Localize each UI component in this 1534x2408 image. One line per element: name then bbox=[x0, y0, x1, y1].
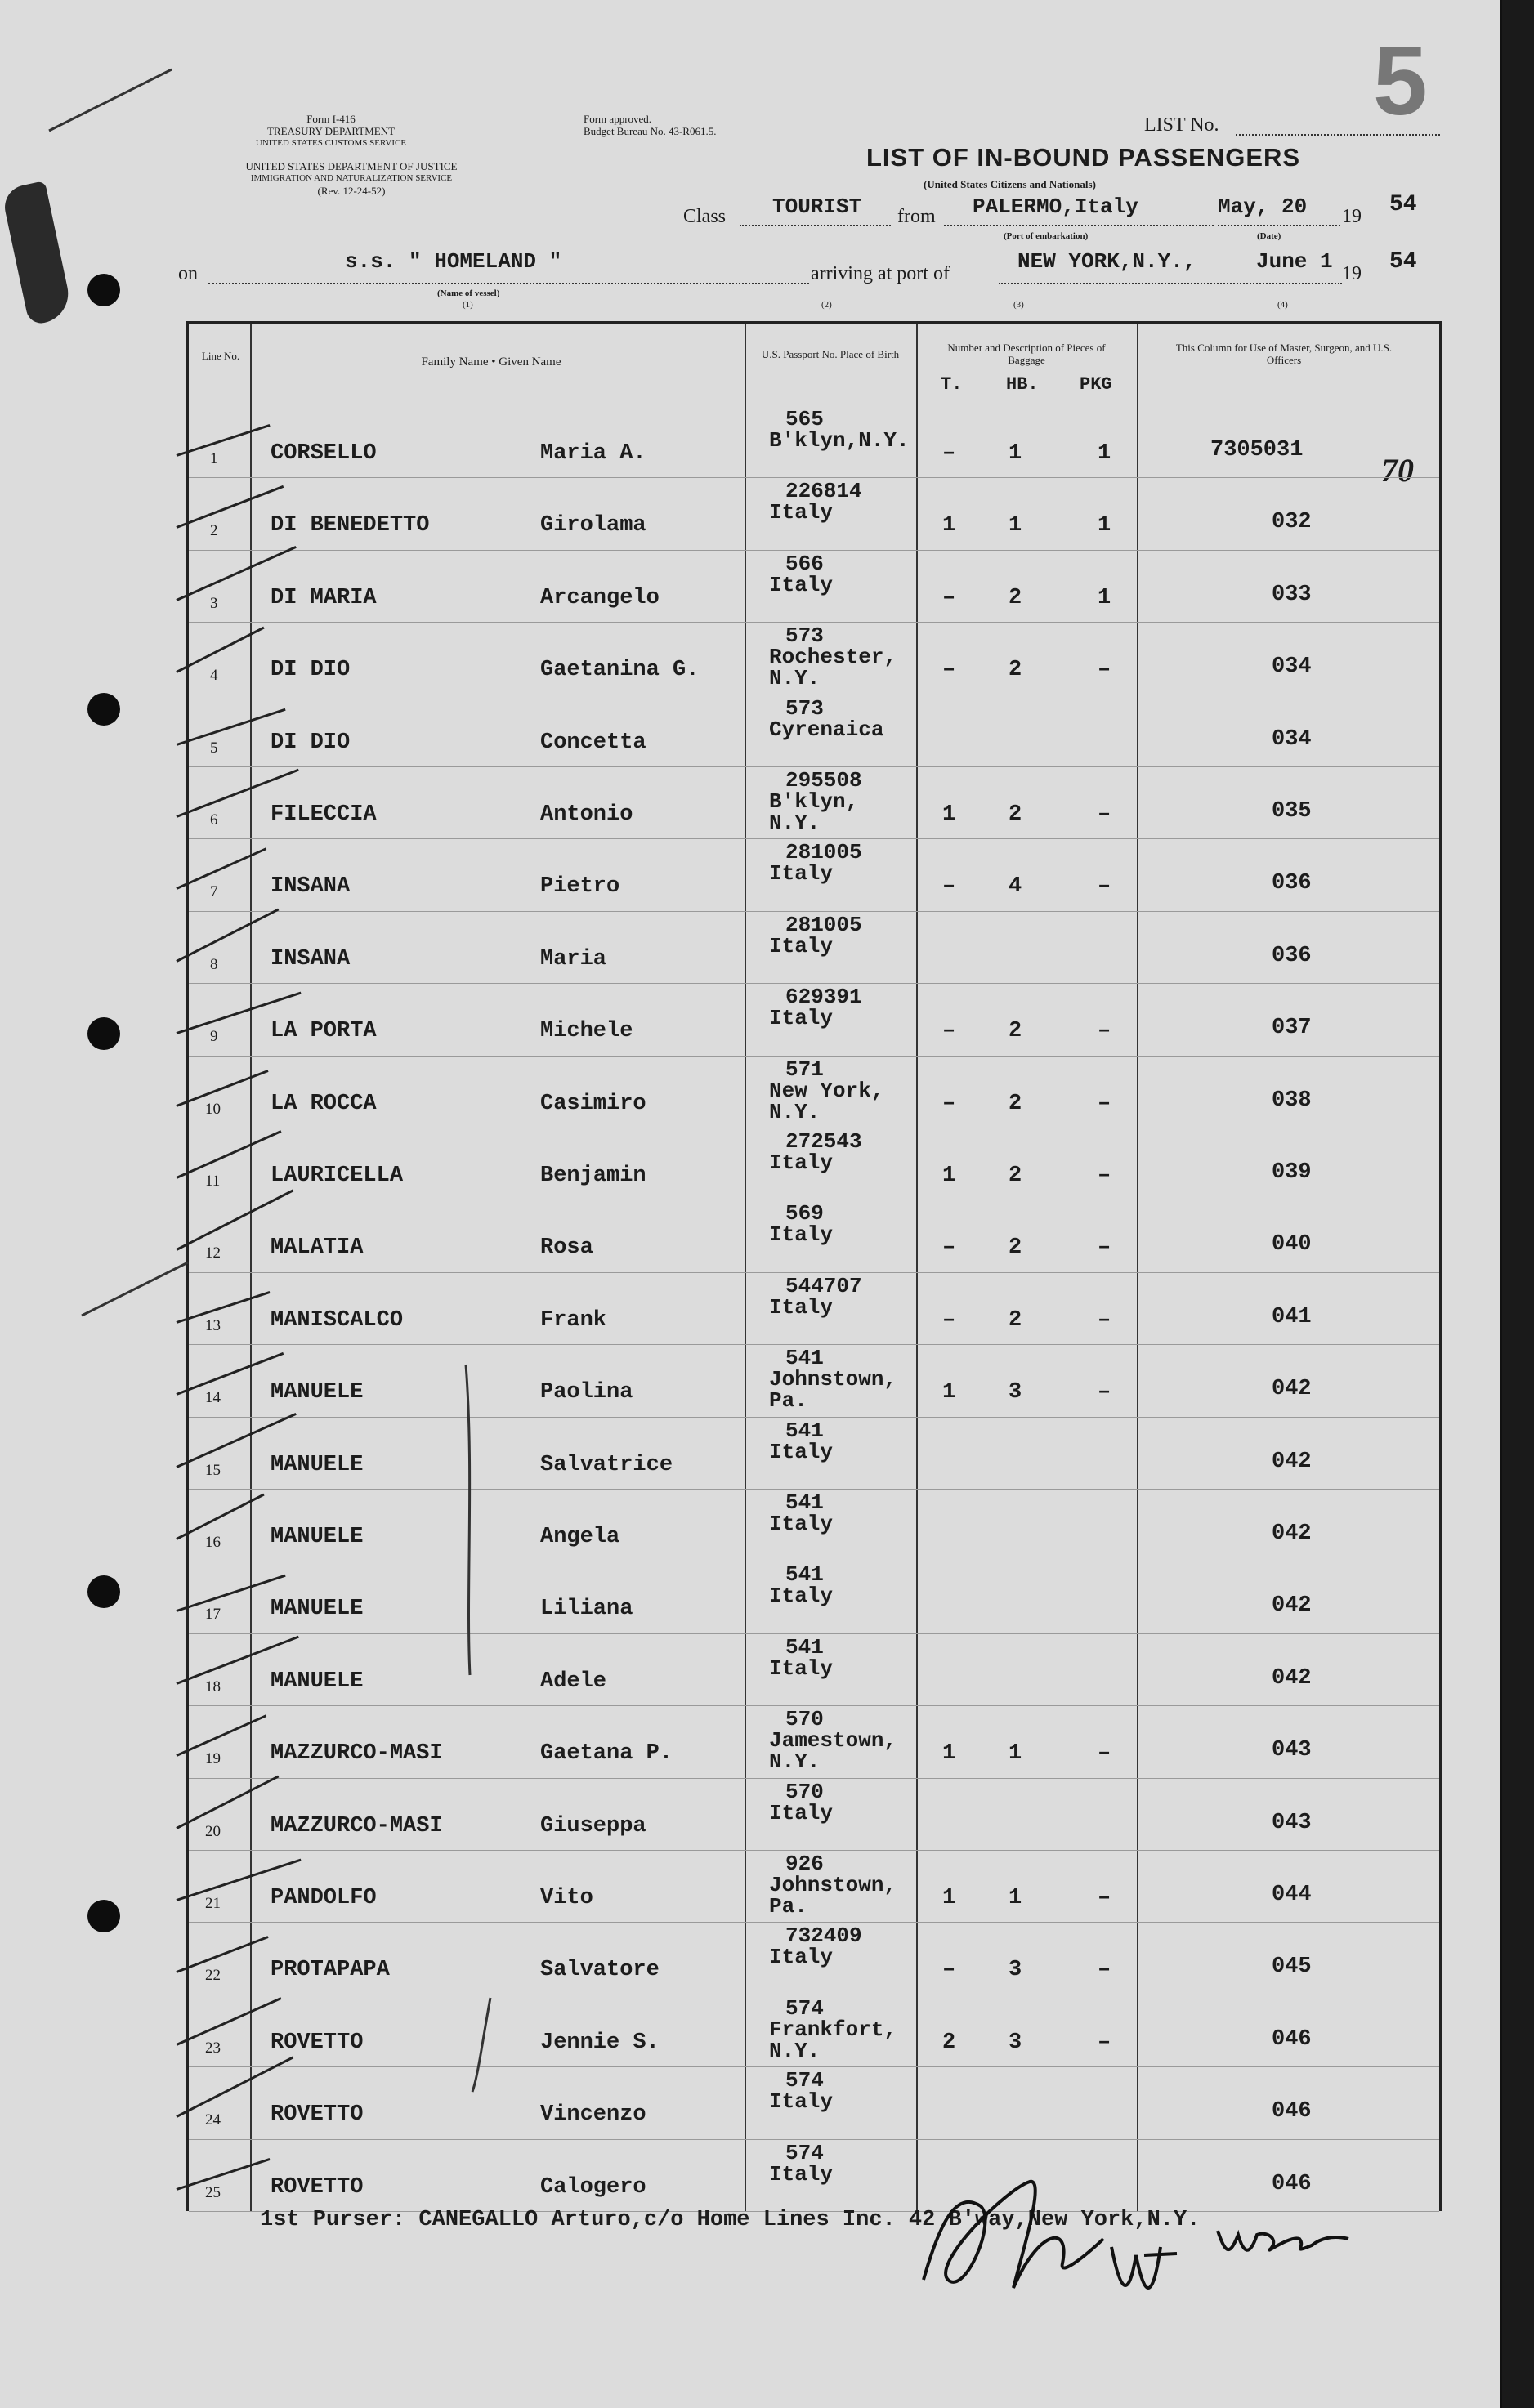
baggage-pkg: – bbox=[1098, 2030, 1111, 2055]
given-name: Calogero bbox=[540, 2174, 646, 2200]
passport-number: 281005 bbox=[785, 840, 862, 865]
place-of-birth: Italy bbox=[769, 572, 834, 597]
caption-3: (3) bbox=[1013, 300, 1024, 310]
line-number: 6 bbox=[210, 811, 218, 829]
officer-code: 043 bbox=[1272, 1738, 1312, 1763]
officer-code: 039 bbox=[1272, 1160, 1312, 1185]
baggage-t: – bbox=[942, 1235, 956, 1261]
page-subtitle: (United States Citizens and Nationals) bbox=[924, 178, 1096, 190]
family-name: LAURICELLA bbox=[271, 1164, 404, 1188]
place-of-birth: Italy bbox=[769, 500, 834, 525]
baggage-hb: 2 bbox=[1009, 1235, 1022, 1261]
officer-code: 042 bbox=[1272, 1521, 1312, 1546]
baggage-pkg: – bbox=[1098, 1886, 1111, 1910]
place-of-birth: Italy bbox=[769, 861, 834, 887]
place-of-birth: Italy bbox=[769, 2089, 834, 2115]
given-name: Benjamin bbox=[540, 1164, 646, 1188]
line-number: 19 bbox=[205, 1750, 221, 1768]
baggage-pkg: – bbox=[1098, 1091, 1111, 1116]
passport-number: 926 bbox=[785, 1852, 824, 1876]
place-of-birth: Italy bbox=[769, 1584, 834, 1609]
officer-code: 040 bbox=[1272, 1232, 1312, 1258]
family-name: MAZZURCO-MASI bbox=[271, 1813, 443, 1838]
line-number: 9 bbox=[210, 1028, 218, 1046]
place-of-birth: Italy bbox=[769, 1945, 834, 1970]
line-number: 18 bbox=[205, 1678, 221, 1695]
caption-4: (4) bbox=[1277, 300, 1288, 310]
baggage-pkg: 1 bbox=[1098, 585, 1111, 610]
form-number: Form I-416 bbox=[306, 113, 356, 125]
baggage-pkg: – bbox=[1098, 1741, 1111, 1767]
given-name: Antonio bbox=[540, 802, 633, 827]
place-of-birth: Johnstown, Pa. bbox=[769, 1367, 897, 1414]
baggage-t: 1 bbox=[942, 1886, 956, 1910]
line-number: 22 bbox=[205, 1967, 221, 1985]
line-number: 17 bbox=[205, 1606, 221, 1624]
given-name: Liliana bbox=[540, 1597, 633, 1622]
officer-code: 042 bbox=[1272, 1593, 1312, 1619]
col-header-bag-t: T. bbox=[941, 374, 963, 395]
officer-code: 033 bbox=[1272, 582, 1312, 607]
revision: (Rev. 12-24-52) bbox=[317, 185, 386, 197]
baggage-t: 2 bbox=[942, 2030, 956, 2055]
passport-number: 574 bbox=[785, 2068, 824, 2093]
officer-code: 032 bbox=[1272, 510, 1312, 535]
baggage-pkg: – bbox=[1098, 802, 1111, 827]
officer-code: 034 bbox=[1272, 726, 1312, 752]
family-name: MANUELE bbox=[271, 1597, 364, 1622]
class-label: Class bbox=[683, 206, 727, 227]
passport-number: 544707 bbox=[785, 1273, 862, 1298]
baggage-hb: 1 bbox=[1009, 513, 1022, 538]
date-caption: (Date) bbox=[1257, 231, 1281, 241]
baggage-hb: 1 bbox=[1009, 1741, 1022, 1767]
purser-footer: 1st Purser: CANEGALLO Arturo,c/o Home Lines Inc. 42 B'way,New York,N.Y. bbox=[260, 2208, 1201, 2232]
given-name: Maria bbox=[540, 946, 607, 972]
officer-code: 046 bbox=[1272, 2099, 1312, 2124]
baggage-hb: 2 bbox=[1009, 802, 1022, 827]
baggage-t: – bbox=[942, 658, 956, 683]
given-name: Casimiro bbox=[540, 1091, 646, 1116]
given-name: Giuseppa bbox=[540, 1813, 646, 1838]
line-number: 14 bbox=[205, 1389, 221, 1407]
family-name: PANDOLFO bbox=[271, 1886, 377, 1910]
passport-number: 629391 bbox=[785, 985, 862, 1010]
officer-code: 046 bbox=[1272, 2171, 1312, 2196]
year-prefix: 19 bbox=[1342, 206, 1362, 227]
place-of-birth: Italy bbox=[769, 1294, 834, 1320]
passport-number: 226814 bbox=[785, 479, 862, 504]
place-of-birth: Italy bbox=[769, 2161, 834, 2187]
family-name: DI BENEDETTO bbox=[271, 513, 430, 538]
given-name: Frank bbox=[540, 1307, 607, 1333]
baggage-pkg: – bbox=[1098, 1307, 1111, 1333]
passport-number: 573 bbox=[785, 623, 824, 649]
family-name: PROTAPAPA bbox=[271, 1958, 390, 1983]
from-label: from bbox=[897, 206, 936, 227]
class-value: TOURIST bbox=[772, 194, 862, 219]
page-title: LIST OF IN-BOUND PASSENGERS bbox=[866, 143, 1301, 172]
passport-number: 565 bbox=[785, 407, 824, 431]
baggage-pkg: – bbox=[1098, 874, 1111, 900]
baggage-hb: 1 bbox=[1009, 441, 1022, 466]
passport-number: 541 bbox=[785, 1418, 824, 1443]
date-value: May, 20 bbox=[1218, 194, 1308, 219]
line-number: 16 bbox=[205, 1534, 221, 1551]
place-of-birth: B'klyn,N.Y. bbox=[769, 428, 910, 453]
line-number: 21 bbox=[205, 1895, 221, 1912]
officer-code: 041 bbox=[1272, 1304, 1312, 1329]
family-name: ROVETTO bbox=[271, 2174, 364, 2200]
baggage-pkg: 1 bbox=[1098, 513, 1111, 538]
family-name: DI MARIA bbox=[271, 585, 377, 610]
officer-code: 045 bbox=[1272, 1955, 1312, 1980]
from-value: PALERMO,Italy bbox=[973, 194, 1138, 219]
passport-number: 566 bbox=[785, 551, 824, 576]
officer-code: 7305031 bbox=[1210, 438, 1304, 462]
passport-number: 570 bbox=[785, 1779, 824, 1804]
given-name: Maria A. bbox=[540, 441, 646, 466]
family-name: ROVETTO bbox=[271, 2030, 364, 2055]
col-header-name: Family Name • Given Name bbox=[421, 355, 561, 369]
place-of-birth: Cyrenaica bbox=[769, 717, 884, 742]
family-name: ROVETTO bbox=[271, 2102, 364, 2128]
line-number: 5 bbox=[210, 739, 218, 757]
officer-code: 043 bbox=[1272, 1810, 1312, 1835]
baggage-hb: 2 bbox=[1009, 1019, 1022, 1044]
place-of-birth: Frankfort, N.Y. bbox=[769, 2017, 897, 2063]
customs-service: UNITED STATES CUSTOMS SERVICE bbox=[255, 138, 407, 148]
given-name: Jennie S. bbox=[540, 2030, 660, 2055]
given-name: Concetta bbox=[540, 730, 646, 755]
baggage-t: – bbox=[942, 585, 956, 610]
officer-code: 036 bbox=[1272, 871, 1312, 896]
officer-code: 035 bbox=[1272, 799, 1312, 824]
baggage-pkg: 1 bbox=[1098, 441, 1111, 466]
baggage-pkg: – bbox=[1098, 1380, 1111, 1405]
given-name: Vito bbox=[540, 1886, 593, 1910]
family-name: MANUELE bbox=[271, 1452, 364, 1477]
passport-number: 570 bbox=[785, 1707, 824, 1732]
year-value: 54 bbox=[1389, 249, 1417, 275]
family-name: INSANA bbox=[271, 874, 351, 900]
place-of-birth: Johnstown, Pa. bbox=[769, 1873, 897, 1919]
passport-number: 574 bbox=[785, 2140, 824, 2165]
baggage-hb: 3 bbox=[1009, 2030, 1022, 2055]
family-name: MANUELE bbox=[271, 1380, 364, 1405]
officer-code: 036 bbox=[1272, 943, 1312, 968]
given-name: Girolama bbox=[540, 513, 646, 538]
passport-number: 732409 bbox=[785, 1923, 862, 1949]
vessel-name: s.s. " HOMELAND " bbox=[345, 249, 562, 274]
col-header-bag-hb: HB. bbox=[1006, 374, 1039, 395]
baggage-t: – bbox=[942, 1019, 956, 1044]
family-name: MANUELE bbox=[271, 1669, 364, 1694]
baggage-hb: 2 bbox=[1009, 1307, 1022, 1333]
baggage-t: 1 bbox=[942, 1164, 956, 1188]
family-name: MANISCALCO bbox=[271, 1307, 404, 1333]
given-name: Arcangelo bbox=[540, 585, 660, 610]
line-number: 1 bbox=[210, 450, 218, 467]
given-name: Michele bbox=[540, 1019, 633, 1044]
given-name: Vincenzo bbox=[540, 2102, 646, 2128]
corner-page-number: 5 bbox=[1373, 26, 1428, 136]
officer-code: 042 bbox=[1272, 1665, 1312, 1691]
given-name: Angela bbox=[540, 1525, 620, 1549]
passport-number: 272543 bbox=[785, 1129, 862, 1154]
baggage-hb: 3 bbox=[1009, 1380, 1022, 1405]
baggage-t: – bbox=[942, 1307, 956, 1333]
given-name: Rosa bbox=[540, 1235, 593, 1261]
arrival-port: NEW YORK,N.Y., bbox=[1017, 249, 1196, 274]
line-number: 20 bbox=[205, 1822, 221, 1840]
given-name: Gaetana P. bbox=[540, 1741, 673, 1767]
baggage-t: – bbox=[942, 874, 956, 900]
line-number: 12 bbox=[205, 1244, 221, 1262]
line-number: 4 bbox=[210, 667, 218, 685]
budget-bureau-line: Budget Bureau No. 43-R061.5. bbox=[584, 125, 717, 137]
col-header-passport: U.S. Passport No. Place of Birth bbox=[761, 348, 900, 360]
passport-number: 541 bbox=[785, 1490, 824, 1515]
baggage-t: – bbox=[942, 1091, 956, 1116]
place-of-birth: Italy bbox=[769, 1512, 834, 1536]
officer-code: 034 bbox=[1272, 654, 1312, 680]
list-number-label: LIST No. bbox=[1144, 114, 1219, 136]
family-name: DI DIO bbox=[271, 730, 351, 755]
col-header-baggage: Number and Description of Pieces of Baggage bbox=[947, 342, 1106, 366]
arrival-date: June 1 bbox=[1256, 249, 1333, 274]
passport-number: 571 bbox=[785, 1057, 824, 1082]
place-of-birth: B'klyn, N.Y. bbox=[769, 789, 859, 835]
family-name: CORSELLO bbox=[271, 441, 377, 466]
col-header-line-no: Line No. bbox=[201, 350, 240, 362]
given-name: Paolina bbox=[540, 1380, 633, 1405]
ins-title: IMMIGRATION AND NATURALIZATION SERVICE bbox=[250, 173, 453, 183]
year-value: 54 bbox=[1389, 192, 1417, 217]
col-header-officers: This Column for Use of Master, Surgeon, and U.S. Officers bbox=[1175, 342, 1393, 366]
baggage-t: – bbox=[942, 1958, 956, 1983]
doj-title: UNITED STATES DEPARTMENT OF JUSTICE bbox=[245, 160, 458, 172]
family-name: DI DIO bbox=[271, 658, 351, 683]
line-number: 11 bbox=[205, 1173, 221, 1190]
treasury-dept: TREASURY DEPARTMENT bbox=[266, 125, 396, 137]
baggage-hb: 4 bbox=[1009, 874, 1022, 900]
baggage-hb: 3 bbox=[1009, 1958, 1022, 1983]
place-of-birth: Rochester, N.Y. bbox=[769, 645, 897, 691]
line-number: 25 bbox=[205, 2183, 221, 2201]
side-number: 70 bbox=[1381, 452, 1414, 489]
passport-number: 541 bbox=[785, 1346, 824, 1371]
place-of-birth: Italy bbox=[769, 1655, 834, 1681]
line-number: 15 bbox=[205, 1461, 221, 1479]
place-of-birth: Italy bbox=[769, 933, 834, 958]
line-number: 24 bbox=[205, 2111, 221, 2129]
officer-code: 037 bbox=[1272, 1016, 1312, 1041]
baggage-pkg: – bbox=[1098, 658, 1111, 683]
baggage-t: 1 bbox=[942, 513, 956, 538]
line-number: 23 bbox=[205, 2039, 221, 2057]
passport-number: 569 bbox=[785, 1201, 824, 1226]
place-of-birth: Italy bbox=[769, 1150, 834, 1175]
vessel-caption: (Name of vessel) bbox=[437, 288, 500, 298]
officer-code: 044 bbox=[1272, 1883, 1312, 1907]
baggage-pkg: – bbox=[1098, 1019, 1111, 1044]
family-name: MALATIA bbox=[271, 1235, 364, 1261]
place-of-birth: Italy bbox=[769, 1439, 834, 1464]
passport-number: 541 bbox=[785, 1562, 824, 1588]
year-prefix: 19 bbox=[1342, 263, 1362, 284]
passport-number: 573 bbox=[785, 695, 824, 721]
place-of-birth: New York, N.Y. bbox=[769, 1078, 884, 1124]
given-name: Gaetanina G. bbox=[540, 658, 700, 683]
line-number: 10 bbox=[205, 1100, 221, 1118]
baggage-hb: 2 bbox=[1009, 585, 1022, 610]
officer-code: 038 bbox=[1272, 1088, 1312, 1113]
given-name: Adele bbox=[540, 1669, 607, 1694]
col-header-bag-pkg: PKG bbox=[1080, 374, 1112, 395]
baggage-t: 1 bbox=[942, 1741, 956, 1767]
caption-2: (2) bbox=[821, 300, 832, 310]
line-number: 2 bbox=[210, 522, 218, 540]
arriving-label: arriving at port of bbox=[811, 263, 950, 284]
baggage-pkg: – bbox=[1098, 1235, 1111, 1261]
given-name: Salvatrice bbox=[540, 1452, 673, 1477]
family-name: FILECCIA bbox=[271, 802, 377, 827]
place-of-birth: Italy bbox=[769, 1006, 834, 1031]
officer-code: 042 bbox=[1272, 1377, 1312, 1402]
place-of-birth: Jamestown, N.Y. bbox=[769, 1728, 897, 1775]
caption-1: (1) bbox=[463, 300, 473, 310]
family-name: LA PORTA bbox=[271, 1019, 377, 1044]
line-number: 13 bbox=[205, 1316, 221, 1334]
passport-number: 574 bbox=[785, 1995, 824, 2021]
baggage-hb: 2 bbox=[1009, 658, 1022, 683]
baggage-hb: 1 bbox=[1009, 1886, 1022, 1910]
port-embark-caption: (Port of embarkation) bbox=[1004, 231, 1089, 241]
officer-code: 042 bbox=[1272, 1449, 1312, 1474]
passport-number: 281005 bbox=[785, 912, 862, 937]
officer-code: 046 bbox=[1272, 2026, 1312, 2052]
passport-number: 541 bbox=[785, 1634, 824, 1660]
family-name: MANUELE bbox=[271, 1525, 364, 1549]
on-label: on bbox=[178, 263, 198, 284]
given-name: Salvatore bbox=[540, 1958, 660, 1983]
family-name: MAZZURCO-MASI bbox=[271, 1741, 443, 1767]
place-of-birth: Italy bbox=[769, 1222, 834, 1248]
form-approved-line: Form approved. bbox=[584, 113, 652, 125]
line-number: 7 bbox=[210, 883, 218, 901]
baggage-t: 1 bbox=[942, 802, 956, 827]
given-name: Pietro bbox=[540, 874, 620, 900]
baggage-pkg: – bbox=[1098, 1164, 1111, 1188]
baggage-hb: 2 bbox=[1009, 1091, 1022, 1116]
place-of-birth: Italy bbox=[769, 1800, 834, 1825]
baggage-pkg: – bbox=[1098, 1958, 1111, 1983]
passport-number: 295508 bbox=[785, 768, 862, 793]
line-number: 3 bbox=[210, 594, 218, 612]
baggage-t: 1 bbox=[942, 1380, 956, 1405]
baggage-t: – bbox=[942, 441, 956, 466]
baggage-hb: 2 bbox=[1009, 1164, 1022, 1188]
line-number: 8 bbox=[210, 955, 218, 973]
family-name: LA ROCCA bbox=[271, 1091, 377, 1116]
family-name: INSANA bbox=[271, 946, 351, 972]
